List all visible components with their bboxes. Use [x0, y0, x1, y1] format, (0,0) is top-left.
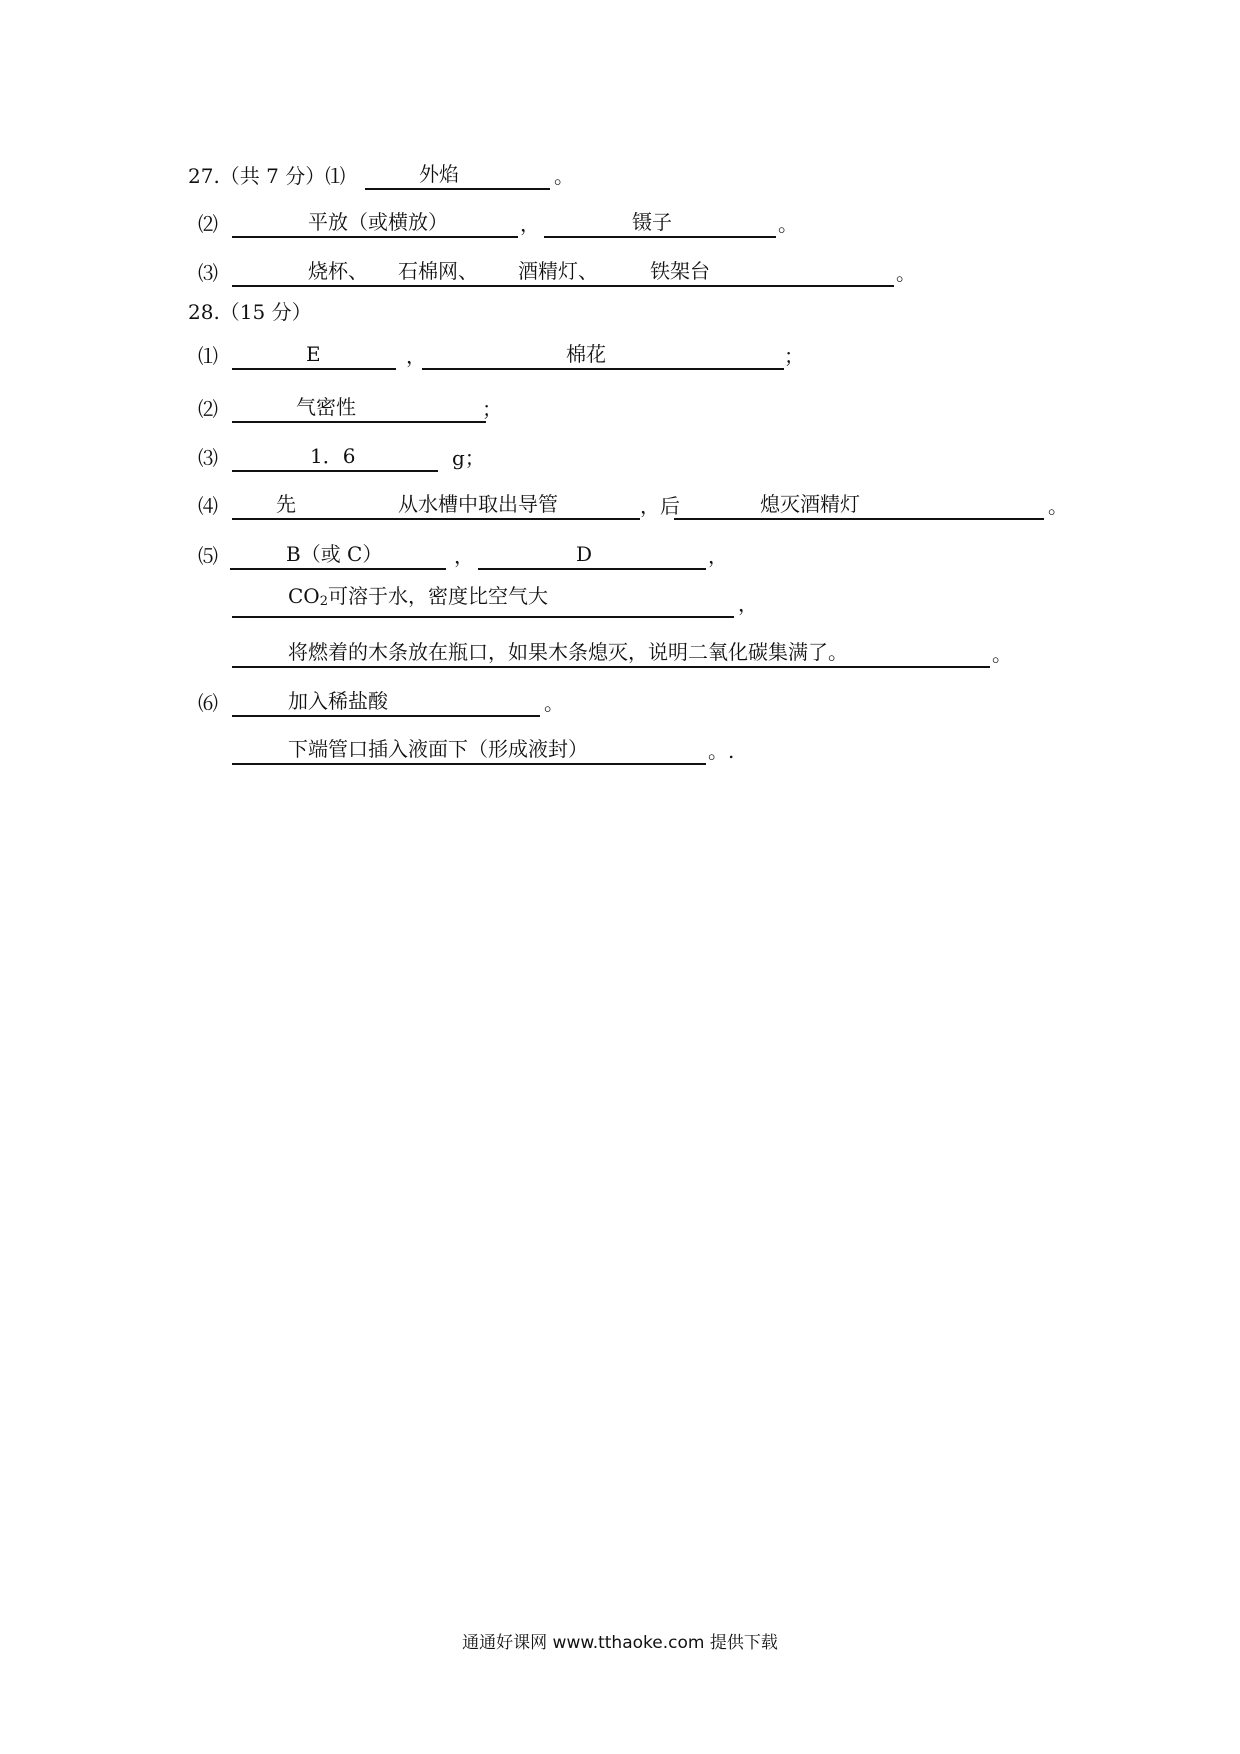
q27-line-3 [198, 257, 938, 287]
q28-5-answer-3-text: 可溶于水，密度比空气大 [327, 584, 548, 608]
q28-1-answer-2: 棉花 [566, 342, 606, 366]
q28-5-answer-3-formula: CO [288, 584, 320, 608]
q28-5-end: 。 [992, 642, 1012, 666]
q27-line-1 [188, 160, 688, 190]
q28-4-answer-1-blank [232, 490, 640, 520]
q28-5-number: ⑸ [198, 544, 218, 568]
q28-4-answer-1b: 从水槽中取出导管 [398, 492, 558, 516]
q28-6-answer-1-blank [232, 687, 540, 717]
q27-2-answer-1-blank [232, 208, 518, 238]
q28-5-answer-3-blank [232, 584, 734, 618]
q27-3-number: ⑶ [198, 261, 218, 285]
q27-2-end: 。 [778, 212, 798, 236]
q28-3-number: ⑶ [198, 446, 218, 470]
q28-3-unit: g； [452, 446, 485, 470]
q28-5-answer-4-blank [232, 638, 990, 668]
q28-6-end: 。 [544, 691, 564, 715]
q27-1-end: 。 [554, 164, 574, 188]
q28-1-separator: ， [406, 344, 426, 368]
q28-5-answer-2-blank [478, 540, 706, 570]
q27-3-answer-blank [232, 257, 894, 287]
q28-5-separator-3: ， [738, 592, 758, 616]
q28-2-answer: 气密性 [296, 395, 356, 419]
q28-line-6b [232, 735, 752, 765]
q28-line-4 [198, 490, 1078, 520]
q28-line-1 [198, 340, 818, 370]
q28-5-answer-3 [288, 584, 548, 614]
q27-2-answer-2: 镊子 [632, 210, 672, 234]
q28-header: 28.（15 分） [188, 300, 312, 324]
q28-1-end: ； [784, 344, 804, 368]
q28-line-header [188, 296, 488, 326]
q28-4-number: ⑷ [198, 494, 218, 518]
q27-1-answer: 外焰 [419, 162, 459, 186]
q28-5-answer-1: B（或 C） [286, 542, 383, 566]
q28-6-answer-2-blank [232, 735, 706, 765]
q28-6-answer-2: 下端管口插入液面下（形成液封） [288, 737, 588, 761]
q28-5-answer-3-subscript: 2 [319, 594, 328, 609]
q28-line-5c [232, 638, 1012, 668]
q28-4-end: 。 [1048, 494, 1068, 518]
q28-3-answer: 1．6 [310, 444, 356, 468]
q27-header: 27.（共 7 分）⑴ [188, 164, 346, 188]
q27-3-answer-1: 烧杯、 [308, 259, 368, 283]
q28-6-number: ⑹ [198, 691, 218, 715]
q28-4-answer-1a: 先 [276, 492, 296, 516]
q28-5-separator-2: ， [708, 544, 728, 568]
q28-line-5b [232, 584, 758, 618]
q28-5-answer-4: 将燃着的木条放在瓶口，如果木条熄灭，说明二氧化碳集满了。 [288, 640, 848, 664]
q27-line-2 [198, 208, 798, 238]
q28-2-end: ； [482, 397, 502, 421]
q27-2-answer-1: 平放（或横放） [308, 210, 448, 234]
q28-line-5a [198, 540, 758, 570]
q28-1-answer-2-blank [422, 340, 784, 370]
q27-1-answer-blank [365, 160, 550, 190]
q28-1-answer-1: E [306, 342, 321, 366]
q28-5-answer-1-blank [230, 540, 446, 570]
q28-line-6a [198, 687, 598, 717]
q27-2-separator: ， [520, 212, 540, 236]
footer-text: 通通好课网 www.tthaoke.com 提供下载 [462, 1633, 778, 1653]
q27-2-answer-2-blank [544, 208, 776, 238]
q28-6-answer-1: 加入稀盐酸 [288, 689, 388, 713]
q28-2-number: ⑵ [198, 397, 218, 421]
q28-4-answer-2-blank [674, 490, 1044, 520]
q28-4-answer-2: 熄灭酒精灯 [760, 492, 860, 516]
q28-line-2 [198, 393, 598, 423]
q28-2-answer-blank [232, 393, 486, 423]
q27-3-answer-3: 酒精灯、 [518, 259, 598, 283]
q28-5-answer-2: D [576, 542, 593, 566]
q28-3-answer-blank [232, 442, 438, 472]
q27-3-end: 。 [896, 261, 916, 285]
q28-line-3 [198, 442, 598, 472]
q28-4-middle: ，后 [640, 494, 680, 518]
q28-5-separator-1: ， [454, 544, 474, 568]
q28-6-end-2: 。. [708, 739, 735, 763]
q27-3-answer-2: 石棉网、 [398, 259, 478, 283]
q27-2-number: ⑵ [198, 212, 218, 236]
q28-1-number: ⑴ [198, 344, 218, 368]
q28-1-answer-1-blank [232, 340, 396, 370]
q27-3-answer-4: 铁架台 [650, 259, 710, 283]
